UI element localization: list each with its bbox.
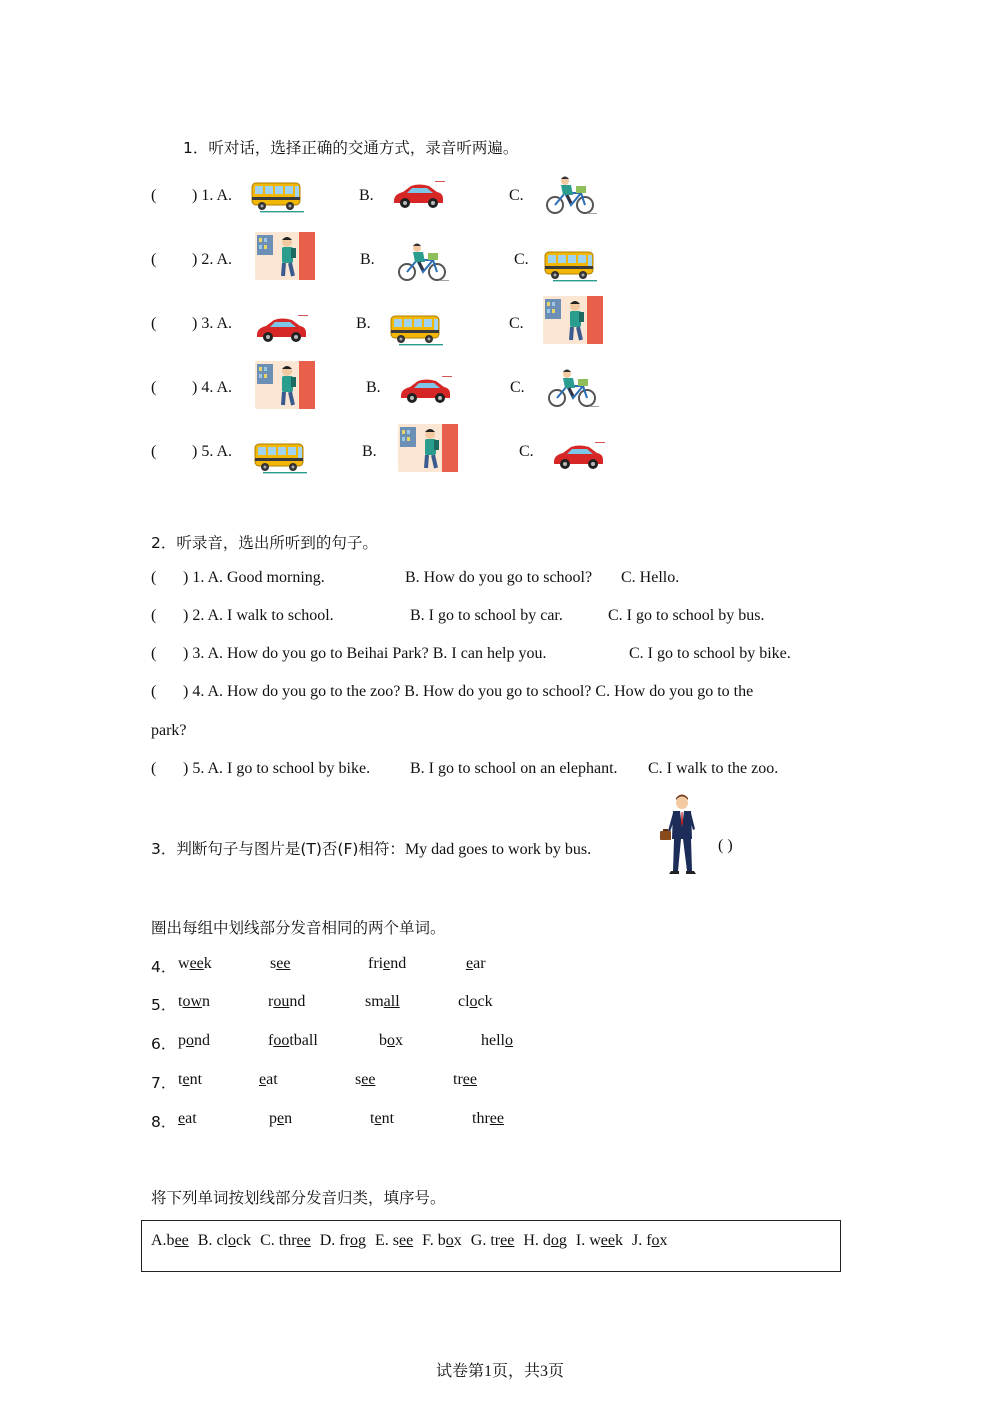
sentence-option-b: B. I go to school on an elephant. — [410, 760, 618, 777]
sentence-option-a: ) 2. A. I walk to school. — [183, 607, 334, 624]
phonics-word[interactable] — [178, 993, 210, 1011]
walk-icon — [255, 361, 315, 414]
sentence-option-a: ) 4. A. How do you go to the zoo? B. How do you go to school? C. How do you go to the — [183, 683, 754, 700]
answer-paren: ( — [151, 379, 157, 396]
section3-question — [151, 837, 591, 859]
phonics-word[interactable] — [453, 1071, 477, 1089]
bus-icon — [253, 441, 309, 480]
section3-label: 3．判断句子与图片是(T)否(F)相符： — [151, 840, 405, 858]
word-prefix: F. b — [422, 1232, 446, 1249]
word-prefix: f — [268, 1032, 274, 1049]
word-prefix: J. f — [631, 1232, 652, 1249]
word-bank-item — [151, 1232, 189, 1249]
word-bank-item — [198, 1232, 251, 1249]
bike-icon — [543, 173, 599, 220]
question-number: ) 4. A. — [192, 379, 232, 396]
walk-icon — [543, 296, 603, 349]
word-prefix: E. s — [374, 1232, 399, 1249]
phonics-word[interactable] — [458, 993, 493, 1011]
phonics-word[interactable] — [178, 1032, 210, 1050]
word-prefix: t — [370, 1110, 375, 1127]
word-suffix: ck — [477, 993, 493, 1010]
option-c-label: C. — [519, 443, 534, 460]
question-number: ) 2. A. — [192, 251, 232, 268]
section5-title: 将下列单词按划线部分发音归类，填序号。 — [151, 1189, 446, 1207]
word-suffix: nt — [381, 1110, 395, 1127]
word-bank — [151, 1232, 677, 1250]
word-prefix: I. w — [575, 1232, 601, 1249]
underlined-sound: o — [550, 1232, 559, 1249]
businessman-icon — [658, 793, 700, 877]
word-prefix: B. cl — [197, 1232, 228, 1249]
word-suffix: k — [614, 1232, 623, 1249]
word-prefix: b — [379, 1032, 387, 1049]
answer-paren: ( — [151, 569, 157, 586]
underlined-sound: ee — [489, 1110, 504, 1127]
sentence-option-b: B. How do you go to school? — [405, 569, 593, 586]
word-suffix: k — [203, 955, 212, 972]
word-suffix: ar — [473, 955, 486, 972]
word-suffix: x — [453, 1232, 462, 1249]
word-suffix: ck — [235, 1232, 252, 1249]
question-number: ) 3. A. — [192, 315, 232, 332]
word-prefix: C. thr — [260, 1232, 297, 1249]
word-suffix: at — [266, 1071, 278, 1088]
underlined-sound: e — [178, 1110, 186, 1127]
option-c-label: C. — [509, 187, 524, 204]
phonics-word[interactable] — [259, 1071, 278, 1089]
answer-paren: ( — [151, 187, 157, 204]
word-prefix: fri — [368, 955, 384, 972]
word-prefix: D. fr — [319, 1232, 350, 1249]
group-number: 4． — [151, 958, 177, 976]
underlined-sound: ee — [189, 955, 204, 972]
word-bank-item — [260, 1232, 311, 1249]
section3-sentence: My dad goes to work by bus. — [404, 841, 592, 858]
sentence-option-a: park? — [151, 722, 187, 739]
underlined-sound: o — [445, 1232, 454, 1249]
word-suffix: n — [202, 993, 211, 1010]
word-bank-item — [632, 1232, 668, 1249]
question-number: ) 1. A. — [192, 187, 232, 204]
underlined-sound: ee — [462, 1071, 477, 1088]
word-prefix: r — [268, 993, 274, 1010]
answer-paren: ( — [151, 645, 157, 662]
word-prefix: p — [178, 1032, 186, 1049]
word-prefix: A.b — [151, 1232, 175, 1249]
option-c-label: C. — [510, 379, 525, 396]
phonics-word[interactable] — [379, 1032, 403, 1050]
word-bank-item — [471, 1232, 515, 1249]
underlined-sound: oo — [273, 1032, 290, 1049]
underlined-sound: ee — [276, 955, 291, 972]
word-prefix: H. d — [523, 1232, 551, 1249]
phonics-word[interactable] — [365, 993, 400, 1011]
word-suffix: nt — [189, 1071, 203, 1088]
underlined-sound: e — [277, 1110, 285, 1127]
word-bank-item — [422, 1232, 462, 1249]
answer-paren: ( — [151, 315, 157, 332]
word-prefix: p — [269, 1110, 277, 1127]
word-prefix: cl — [458, 993, 470, 1010]
group-number: 6． — [151, 1035, 177, 1053]
section4-title: 圈出每组中划线部分发音相同的两个单词。 — [151, 919, 446, 937]
phonics-word[interactable] — [178, 1110, 197, 1128]
question-number: ) 5. A. — [192, 443, 232, 460]
underlined-sound: all — [383, 993, 400, 1010]
underlined-sound: o — [186, 1032, 194, 1049]
word-prefix: sm — [365, 993, 384, 1010]
word-prefix: G. tr — [470, 1232, 501, 1249]
answer-paren: ( — [151, 607, 157, 624]
underlined-sound: o — [651, 1232, 660, 1249]
phonics-word[interactable] — [472, 1110, 504, 1128]
underlined-sound: o — [227, 1232, 236, 1249]
phonics-word[interactable] — [368, 955, 406, 973]
car-icon — [551, 440, 607, 479]
sentence-option-a: ) 1. A. Good morning. — [183, 569, 325, 586]
bike-icon — [545, 366, 601, 413]
word-prefix: t — [178, 993, 183, 1010]
word-prefix: s — [355, 1071, 362, 1088]
bike-icon — [395, 240, 451, 287]
phonics-word[interactable] — [268, 1032, 318, 1050]
word-suffix: tball — [289, 1032, 318, 1049]
phonics-word[interactable] — [178, 955, 212, 973]
car-icon — [398, 374, 454, 413]
underlined-sound: ee — [361, 1071, 376, 1088]
underlined-sound: ow — [182, 993, 203, 1010]
underlined-sound: e — [259, 1071, 267, 1088]
option-c-label: C. — [509, 315, 524, 332]
word-prefix: w — [178, 955, 190, 972]
word-suffix: nd — [390, 955, 407, 972]
word-bank-item — [320, 1232, 366, 1249]
word-bank-item — [523, 1232, 567, 1249]
word-suffix: x — [659, 1232, 668, 1249]
section1-title: 1．听对话，选择正确的交通方式，录音听两遍。 — [183, 139, 519, 157]
group-number: 8． — [151, 1113, 177, 1131]
phonics-word[interactable] — [370, 1110, 394, 1128]
word-suffix: nd — [194, 1032, 210, 1049]
underlined-sound: ee — [500, 1232, 515, 1249]
phonics-word[interactable] — [268, 993, 305, 1011]
car-icon — [391, 179, 447, 218]
underlined-sound: ou — [273, 993, 290, 1010]
phonics-word[interactable] — [466, 955, 486, 973]
bus-icon — [250, 180, 306, 219]
answer-paren: ( — [151, 683, 157, 700]
option-b-label: B. — [366, 379, 381, 396]
group-number: 5． — [151, 996, 177, 1014]
underlined-sound: ee — [398, 1232, 414, 1249]
group-number: 7． — [151, 1074, 177, 1092]
underlined-sound: ee — [296, 1232, 311, 1249]
word-suffix: n — [284, 1110, 293, 1127]
underlined-sound: e — [182, 1071, 190, 1088]
car-icon — [254, 313, 310, 352]
underlined-sound: e — [466, 955, 474, 972]
sentence-option-c: C. Hello. — [621, 569, 680, 586]
word-bank-item — [576, 1232, 623, 1249]
word-prefix: t — [178, 1071, 183, 1088]
answer-paren: ( — [151, 760, 157, 777]
sentence-option-c: C. I walk to the zoo. — [648, 760, 779, 777]
option-b-label: B. — [362, 443, 377, 460]
option-b-label: B. — [360, 251, 375, 268]
underlined-sound: ee — [174, 1232, 189, 1249]
word-suffix: nd — [289, 993, 306, 1010]
phonics-word[interactable] — [269, 1110, 292, 1128]
word-suffix: g — [357, 1232, 366, 1249]
walk-icon — [398, 424, 458, 477]
phonics-word[interactable] — [270, 955, 290, 973]
phonics-word[interactable] — [355, 1071, 375, 1089]
word-suffix: x — [395, 1032, 403, 1049]
underlined-sound: o — [387, 1032, 395, 1049]
sentence-option-c: C. I go to school by bus. — [608, 607, 765, 624]
word-prefix: tr — [453, 1071, 463, 1088]
answer-paren: ( — [151, 443, 157, 460]
word-bank-item — [375, 1232, 413, 1249]
word-suffix: at — [185, 1110, 197, 1127]
phonics-word[interactable] — [178, 1071, 202, 1089]
underlined-sound: e — [383, 955, 391, 972]
word-prefix: hell — [481, 1032, 505, 1049]
underlined-sound: ee — [600, 1232, 615, 1249]
answer-paren: ( — [151, 251, 157, 268]
sentence-option-a: ) 5. A. I go to school by bike. — [183, 760, 371, 777]
page-footer — [0, 1358, 1000, 1381]
option-b-label: B. — [359, 187, 374, 204]
word-prefix: s — [270, 955, 277, 972]
sentence-option-c: C. I go to school by bike. — [629, 645, 791, 662]
underlined-sound: o — [349, 1232, 358, 1249]
walk-icon — [255, 232, 315, 285]
underlined-sound: o — [469, 993, 478, 1010]
word-suffix: g — [558, 1232, 567, 1249]
section2-title: 2．听录音，选出所听到的句子。 — [151, 534, 378, 552]
underlined-sound: o — [505, 1032, 513, 1049]
bus-icon — [389, 313, 445, 352]
page-number: 试卷第1页，共3页 — [435, 1363, 564, 1380]
option-c-label: C. — [514, 251, 529, 268]
sentence-option-a: ) 3. A. How do you go to Beihai Park? B. I can help you. — [183, 645, 547, 662]
underlined-sound: e — [374, 1110, 382, 1127]
option-b-label: B. — [356, 315, 371, 332]
word-prefix: thr — [472, 1110, 490, 1127]
phonics-word[interactable] — [481, 1032, 513, 1050]
bus-icon — [543, 249, 599, 288]
sentence-option-b: B. I go to school by car. — [410, 607, 563, 624]
section3-answer: ( ) — [718, 837, 733, 854]
